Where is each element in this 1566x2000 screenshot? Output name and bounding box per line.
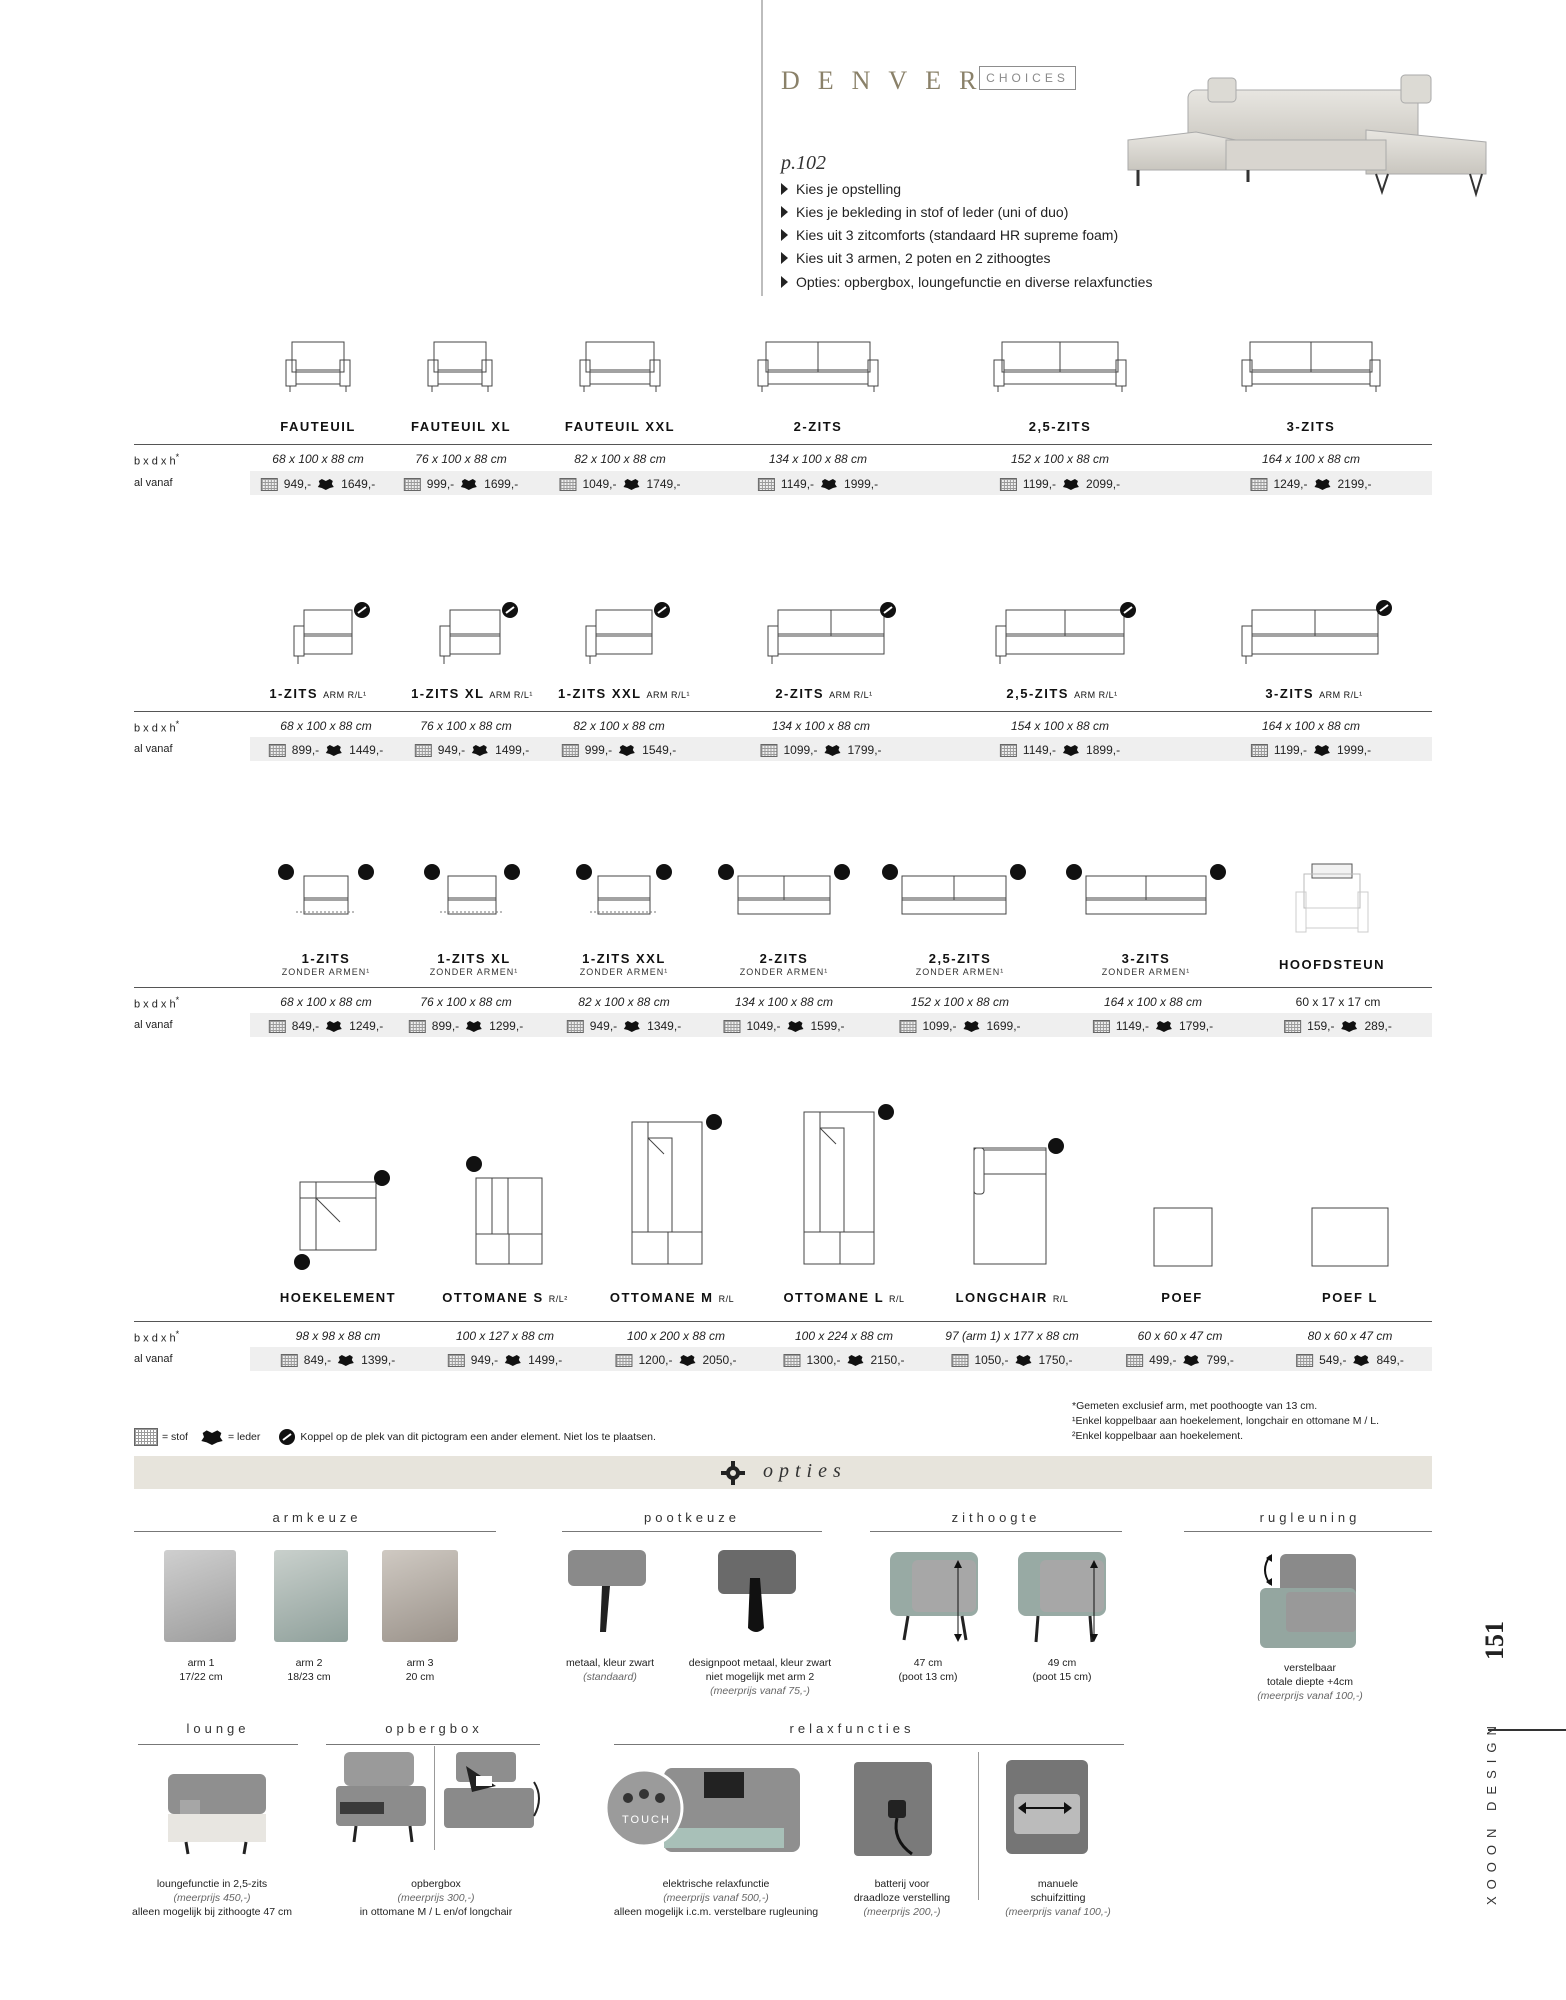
legend — [134, 1428, 656, 1446]
leather-icon — [824, 744, 842, 756]
price-row — [723, 1019, 844, 1033]
product-name: FAUTEUIL — [280, 419, 356, 434]
section-rule — [138, 1744, 298, 1745]
dimensions: 82 x 100 x 88 cm — [574, 452, 666, 466]
dimensions: 164 x 100 x 88 cm — [1261, 452, 1361, 466]
leather-price: 1799,- — [1179, 1019, 1214, 1033]
feature-item: Opties: opbergbox, loungefunctie en diverse relaxfuncties — [781, 274, 1152, 290]
arm-1-photo — [164, 1550, 236, 1642]
dimensions: 76 x 100 x 88 cm — [415, 452, 507, 466]
adjustable-back-photo — [1256, 1548, 1362, 1652]
dimensions: 134 x 100 x 88 cm — [768, 452, 868, 466]
fabric-price: 949,- — [437, 743, 466, 757]
fabric-icon — [269, 744, 286, 757]
product-name: 2,5-ZITS — [1028, 419, 1092, 434]
1-zits-xl-armless-icon — [422, 862, 522, 922]
price-row — [760, 743, 881, 757]
zithoogte-title: zithoogte — [951, 1510, 1041, 1525]
fabric-icon — [899, 1020, 916, 1033]
leather-icon — [1062, 478, 1080, 490]
fabric-icon — [134, 1428, 158, 1446]
section-rule — [326, 1744, 540, 1745]
legend-fabric: = stof — [162, 1431, 188, 1443]
dimensions: 100 x 127 x 88 cm — [455, 1329, 555, 1343]
price-row — [404, 477, 518, 491]
price-row — [559, 477, 680, 491]
price-row — [758, 477, 878, 491]
fabric-icon — [1284, 1020, 1301, 1033]
table-rule — [134, 987, 1432, 988]
arm-2-caption: arm 2 18/23 cm — [287, 1657, 331, 1683]
leather-icon — [325, 744, 343, 756]
fabric-icon — [783, 1354, 800, 1367]
leather-price: 1749,- — [646, 477, 681, 491]
dimensions: 134 x 100 x 88 cm — [734, 995, 834, 1009]
leather-icon — [471, 744, 489, 756]
fabric-price: 949,- — [283, 477, 312, 491]
dimensions: 164 x 100 x 88 cm — [1103, 995, 1203, 1009]
feature-item: Kies uit 3 armen, 2 poten en 2 zithoogtes — [781, 250, 1051, 266]
battery-caption: batterij voor draadloze verstelling (meerprijs 200,-) — [853, 1878, 951, 1918]
side-rule — [1488, 1729, 1566, 1731]
product-name: 3-ZITS ARM R/L¹ — [1265, 686, 1363, 701]
manual-slide-photo — [1004, 1758, 1090, 1858]
3-zits-arm-icon — [1238, 600, 1394, 666]
fabric-price: 899,- — [431, 1019, 460, 1033]
price-row — [261, 477, 375, 491]
1-zits-armless-icon — [276, 862, 376, 922]
rugleuning-title: rugleuning — [1259, 1510, 1361, 1525]
fabric-icon — [281, 1354, 298, 1367]
poef-l-icon — [1310, 1206, 1390, 1268]
gear-icon — [721, 1461, 745, 1485]
fabric-price: 1099,- — [783, 743, 818, 757]
fabric-icon — [1126, 1354, 1143, 1367]
leather-icon — [963, 1020, 981, 1032]
divider — [978, 1752, 979, 1900]
product-name: HOOFDSTEUN — [1279, 957, 1385, 972]
dimensions: 100 x 224 x 88 cm — [794, 1329, 894, 1343]
fabric-icon — [1251, 744, 1268, 757]
page-reference: p.102 — [781, 152, 826, 174]
arm-3-photo — [382, 1550, 458, 1642]
2-5-zits-arm-icon — [992, 600, 1140, 666]
leather-icon — [1183, 1354, 1201, 1366]
choices-badge: CHOICES — [979, 66, 1076, 90]
fabric-price: 1049,- — [582, 477, 617, 491]
3-zits-icon — [1242, 340, 1380, 394]
product-name: LONGCHAIR R/L — [955, 1290, 1069, 1305]
fabric-icon — [758, 478, 775, 491]
fabric-price: 899,- — [291, 743, 320, 757]
dimensions: 76 x 100 x 88 cm — [420, 995, 512, 1009]
product-name: 2-ZITS ZONDER ARMEN¹ — [739, 951, 829, 977]
hoofdsteun-icon — [1294, 862, 1370, 938]
price-row — [269, 743, 383, 757]
leather-price: 1699,- — [484, 477, 519, 491]
product-name: 2-ZITS — [793, 419, 843, 434]
price-row — [562, 743, 676, 757]
opties-title: opties — [763, 1460, 847, 1482]
fabric-icon — [1000, 478, 1017, 491]
product-name: 2,5-ZITS ZONDER ARMEN¹ — [915, 951, 1005, 977]
electric-relax-caption: elektrische relaxfunctie (meerprijs vanaf 500,-) alleen mogelijk i.c.m. verstelbare rugleuning — [613, 1878, 819, 1918]
longchair-icon — [970, 1136, 1074, 1272]
leather-icon — [618, 744, 636, 756]
leather-icon — [1015, 1354, 1033, 1366]
dimensions: 82 x 100 x 88 cm — [578, 995, 670, 1009]
product-name: POEF L — [1322, 1290, 1378, 1305]
relaxfuncties-title: relaxfuncties — [789, 1721, 915, 1736]
price-label: al vanaf — [134, 477, 173, 489]
leather-price: 1999,- — [844, 477, 879, 491]
leather-price: 2199,- — [1337, 477, 1372, 491]
fabric-icon — [559, 478, 576, 491]
product-name: 2-ZITS ARM R/L¹ — [775, 686, 873, 701]
leather-price: 2150,- — [870, 1353, 905, 1367]
fabric-price: 1050,- — [974, 1353, 1009, 1367]
fabric-price: 1099,- — [922, 1019, 957, 1033]
leather-price: 1649,- — [341, 477, 376, 491]
ottomane-l-icon — [800, 1104, 900, 1272]
lounge-caption: loungefunctie in 2,5-zits (meerprijs 450,-) alleen mogelijk bij zithoogte 47 cm — [132, 1878, 292, 1918]
leather-icon — [337, 1354, 355, 1366]
fabric-icon — [409, 1020, 426, 1033]
fabric-price: 159,- — [1307, 1019, 1335, 1033]
leather-price: 289,- — [1364, 1019, 1392, 1033]
table-rule — [134, 444, 1432, 445]
product-name: 1-ZITS XXL ZONDER ARMEN¹ — [579, 951, 669, 977]
2-zits-armless-icon — [716, 862, 852, 922]
dims-label: b x d x h* — [134, 452, 180, 468]
leather-icon — [200, 1429, 224, 1445]
fabric-price: 849,- — [291, 1019, 320, 1033]
fabric-icon — [1296, 1354, 1313, 1367]
1-zits-arm-icon — [290, 600, 374, 666]
divider — [434, 1746, 435, 1850]
leather-price: 799,- — [1206, 1353, 1234, 1367]
2-5-zits-armless-icon — [880, 862, 1028, 922]
leg-design-photo — [716, 1548, 798, 1638]
price-row — [899, 1019, 1020, 1033]
dimensions: 154 x 100 x 88 cm — [1010, 719, 1110, 733]
manual-slide-caption: manuele schuifzitting (meerprijs vanaf 100,-) — [1005, 1878, 1111, 1918]
product-name: POEF — [1161, 1290, 1203, 1305]
leg-metal-photo — [566, 1548, 648, 1638]
section-rule — [1184, 1531, 1432, 1532]
fabric-price: 1200,- — [638, 1353, 673, 1367]
dimensions: 68 x 100 x 88 cm — [280, 719, 372, 733]
arm-2-photo — [274, 1550, 348, 1642]
leather-icon — [623, 478, 641, 490]
fabric-price: 1149,- — [1022, 743, 1057, 757]
dimensions: 68 x 100 x 88 cm — [272, 452, 364, 466]
dimensions: 60 x 60 x 47 cm — [1137, 1329, 1223, 1343]
legend-link: Koppel op de plek van dit pictogram een ander element. Niet los te plaatsen. — [300, 1431, 656, 1443]
leather-price: 2050,- — [702, 1353, 737, 1367]
section-rule — [614, 1744, 1124, 1745]
fabric-icon — [404, 478, 421, 491]
poef-icon — [1152, 1206, 1214, 1268]
page-number: 151 — [1480, 1621, 1509, 1660]
legend-leather: = leder — [227, 1431, 261, 1443]
leather-icon — [1155, 1020, 1173, 1032]
dims-label: b x d x h* — [134, 719, 180, 735]
fabric-icon — [760, 744, 777, 757]
fabric-icon — [415, 744, 432, 757]
leather-icon — [1353, 1354, 1371, 1366]
seat-height-47-caption: 47 cm (poot 13 cm) — [898, 1657, 958, 1683]
dimensions: 76 x 100 x 88 cm — [420, 719, 512, 733]
fabric-icon — [951, 1354, 968, 1367]
price-row — [1000, 477, 1120, 491]
product-name: 1-ZITS XXL ARM R/L¹ — [557, 686, 691, 701]
ottomane-s-icon — [456, 1152, 552, 1272]
fabric-icon — [1000, 744, 1017, 757]
leather-price: 1699,- — [986, 1019, 1021, 1033]
table-rule — [134, 1321, 1432, 1322]
dimensions: 152 x 100 x 88 cm — [910, 995, 1010, 1009]
arm-1-caption: arm 1 17/22 cm — [179, 1657, 223, 1683]
price-row — [1000, 743, 1120, 757]
product-name: 3-ZITS — [1286, 419, 1336, 434]
lounge-title: lounge — [186, 1721, 250, 1736]
leather-price: 1999,- — [1337, 743, 1372, 757]
footnote: *Gemeten exclusief arm, met poothoogte van 13 cm. — [1072, 1400, 1318, 1412]
leather-icon — [1313, 744, 1331, 756]
leather-price: 1799,- — [847, 743, 882, 757]
leather-price: 849,- — [1376, 1353, 1404, 1367]
leather-price: 1599,- — [810, 1019, 845, 1033]
product-name: OTTOMANE L R/L — [783, 1290, 905, 1305]
leather-icon — [820, 478, 838, 490]
leather-icon — [317, 478, 335, 490]
dimensions: 164 x 100 x 88 cm — [1261, 719, 1361, 733]
price-row — [567, 1019, 681, 1033]
fabric-price: 949,- — [470, 1353, 499, 1367]
opbergbox-caption: opbergbox (meerprijs 300,-) in ottomane M / L en/of longchair — [359, 1878, 513, 1918]
armkeuze-title: armkeuze — [272, 1510, 362, 1525]
leather-icon — [623, 1020, 641, 1032]
price-row — [1093, 1019, 1213, 1033]
leather-icon — [465, 1020, 483, 1032]
price-label: al vanaf — [134, 1353, 173, 1365]
feature-item: Kies uit 3 zitcomforts (standaard HR supreme foam) — [781, 227, 1118, 243]
leather-icon — [1341, 1020, 1359, 1032]
leather-price: 1249,- — [349, 1019, 384, 1033]
dimensions: 82 x 100 x 88 cm — [573, 719, 665, 733]
fabric-price: 999,- — [426, 477, 455, 491]
product-name: OTTOMANE S R/L² — [442, 1290, 568, 1305]
table-rule — [134, 711, 1432, 712]
battery-photo — [852, 1760, 934, 1860]
fabric-price: 849,- — [303, 1353, 332, 1367]
footnote: ¹Enkel koppelbaar aan hoekelement, longchair en ottomane M / L. — [1072, 1415, 1380, 1427]
2-zits-icon — [758, 340, 878, 394]
dimensions: 134 x 100 x 88 cm — [771, 719, 871, 733]
fabric-icon — [1093, 1020, 1110, 1033]
dimensions: 80 x 60 x 47 cm — [1307, 1329, 1393, 1343]
2-5-zits-icon — [994, 340, 1126, 394]
price-row — [1296, 1353, 1404, 1367]
leather-icon — [679, 1354, 697, 1366]
price-row — [415, 743, 529, 757]
section-rule — [870, 1531, 1122, 1532]
fauteuil-xxl-icon — [580, 340, 660, 394]
fabric-icon — [1250, 478, 1267, 491]
leather-price: 1499,- — [495, 743, 530, 757]
1-zits-xl-arm-icon — [436, 600, 520, 666]
price-row — [1251, 743, 1371, 757]
dims-label: b x d x h* — [134, 995, 180, 1011]
price-row — [448, 1353, 562, 1367]
fabric-icon — [723, 1020, 740, 1033]
storage-box-photo-1 — [330, 1746, 432, 1850]
dims-label: b x d x h* — [134, 1329, 180, 1345]
fabric-price: 499,- — [1149, 1353, 1177, 1367]
fabric-price: 1199,- — [1022, 477, 1057, 491]
leather-price: 1299,- — [489, 1019, 524, 1033]
hero-sofa-image — [1126, 70, 1490, 200]
leather-price: 1349,- — [647, 1019, 682, 1033]
fabric-price: 1049,- — [746, 1019, 781, 1033]
storage-box-photo-2 — [436, 1746, 546, 1850]
arm-3-caption: arm 3 20 cm — [405, 1657, 435, 1683]
price-row — [409, 1019, 523, 1033]
leg-metal-caption: metaal, kleur zwart (standaard) — [565, 1657, 655, 1683]
1-zits-xxl-armless-icon — [574, 862, 674, 922]
dimensions: 68 x 100 x 88 cm — [280, 995, 372, 1009]
fabric-icon — [261, 478, 278, 491]
fauteuil-icon — [286, 340, 350, 394]
seat-height-47-photo — [886, 1548, 982, 1644]
price-row — [1126, 1353, 1234, 1367]
fabric-price: 1149,- — [780, 477, 815, 491]
leather-price: 2099,- — [1086, 477, 1121, 491]
fabric-icon — [567, 1020, 584, 1033]
header-divider — [761, 0, 763, 296]
section-rule — [562, 1531, 822, 1532]
feature-item: Kies je bekleding in stof of leder (uni of duo) — [781, 204, 1068, 220]
leather-icon — [1314, 478, 1332, 490]
dimensions: 100 x 200 x 88 cm — [626, 1329, 726, 1343]
price-row — [1284, 1019, 1392, 1033]
fabric-price: 1149,- — [1115, 1019, 1150, 1033]
price-row — [951, 1353, 1072, 1367]
feature-item: Kies je opstelling — [781, 181, 901, 197]
rugleuning-caption: verstelbaar totale diepte +4cm (meerprijs vanaf 100,-) — [1257, 1662, 1363, 1702]
price-row — [783, 1353, 904, 1367]
fabric-price: 1300,- — [806, 1353, 841, 1367]
1-zits-xxl-arm-icon — [582, 600, 672, 666]
price-label: al vanaf — [134, 743, 173, 755]
leather-icon — [325, 1020, 343, 1032]
side-brand: XOOON DESIGN — [1484, 1719, 1499, 1905]
seat-height-49-photo — [1014, 1548, 1110, 1644]
fabric-price: 1249,- — [1273, 477, 1308, 491]
product-name: OTTOMANE M R/L — [609, 1290, 735, 1305]
fabric-icon — [448, 1354, 465, 1367]
lounge-photo — [166, 1766, 268, 1858]
product-name: 1-ZITS XL ZONDER ARMEN¹ — [429, 951, 519, 977]
leather-icon — [504, 1354, 522, 1366]
leather-price: 1899,- — [1086, 743, 1121, 757]
3-zits-armless-icon — [1064, 862, 1228, 922]
hoekelement-icon — [290, 1166, 394, 1272]
dimensions: 98 x 98 x 88 cm — [295, 1329, 381, 1343]
leather-icon — [847, 1354, 865, 1366]
opbergbox-title: opbergbox — [385, 1721, 483, 1736]
product-name: 3-ZITS ZONDER ARMEN¹ — [1101, 951, 1191, 977]
product-name: 1-ZITS ARM R/L¹ — [269, 686, 367, 701]
seat-height-49-caption: 49 cm (poot 15 cm) — [1032, 1657, 1092, 1683]
leather-icon — [787, 1020, 805, 1032]
ottomane-m-icon — [628, 1108, 728, 1272]
dimensions: 97 (arm 1) x 177 x 88 cm — [945, 1329, 1079, 1343]
fabric-icon — [615, 1354, 632, 1367]
fabric-price: 549,- — [1319, 1353, 1347, 1367]
product-name: 1-ZITS XL ARM R/L¹ — [411, 686, 533, 701]
price-row — [281, 1353, 395, 1367]
brand-title: DENVER — [781, 66, 995, 95]
product-name: FAUTEUIL XXL — [564, 419, 676, 434]
dimensions: 152 x 100 x 88 cm — [1010, 452, 1110, 466]
product-name: HOEKELEMENT — [279, 1290, 397, 1305]
price-row — [615, 1353, 736, 1367]
link-icon — [278, 1428, 296, 1446]
section-rule — [134, 1531, 496, 1532]
fabric-icon — [562, 744, 579, 757]
leather-price: 1549,- — [642, 743, 677, 757]
2-zits-arm-icon — [764, 600, 900, 666]
dimensions: 60 x 17 x 17 cm — [1295, 995, 1381, 1009]
pootkeuze-title: pootkeuze — [644, 1510, 740, 1525]
footnote: ²Enkel koppelbaar aan hoekelement. — [1072, 1430, 1244, 1442]
price-label: al vanaf — [134, 1019, 173, 1031]
leather-price: 1750,- — [1038, 1353, 1073, 1367]
leather-icon — [1062, 744, 1080, 756]
fabric-price: 999,- — [584, 743, 613, 757]
price-row — [269, 1019, 383, 1033]
price-row — [1250, 477, 1371, 491]
leather-price: 1399,- — [361, 1353, 396, 1367]
fabric-icon — [269, 1020, 286, 1033]
leather-icon — [460, 478, 478, 490]
leather-price: 1499,- — [528, 1353, 563, 1367]
touch-label: TOUCH — [622, 1814, 671, 1826]
product-name: 1-ZITS ZONDER ARMEN¹ — [281, 951, 371, 977]
product-name: FAUTEUIL XL — [410, 419, 512, 434]
fabric-price: 949,- — [589, 1019, 618, 1033]
fabric-price: 1199,- — [1273, 743, 1308, 757]
leg-design-caption: designpoot metaal, kleur zwart niet mogelijk met arm 2 (meerprijs vanaf 75,-) — [688, 1657, 832, 1697]
leather-price: 1449,- — [349, 743, 384, 757]
fauteuil-xl-icon — [428, 340, 492, 394]
electric-relax-photo — [604, 1758, 800, 1864]
product-name: 2,5-ZITS ARM R/L¹ — [1006, 686, 1118, 701]
